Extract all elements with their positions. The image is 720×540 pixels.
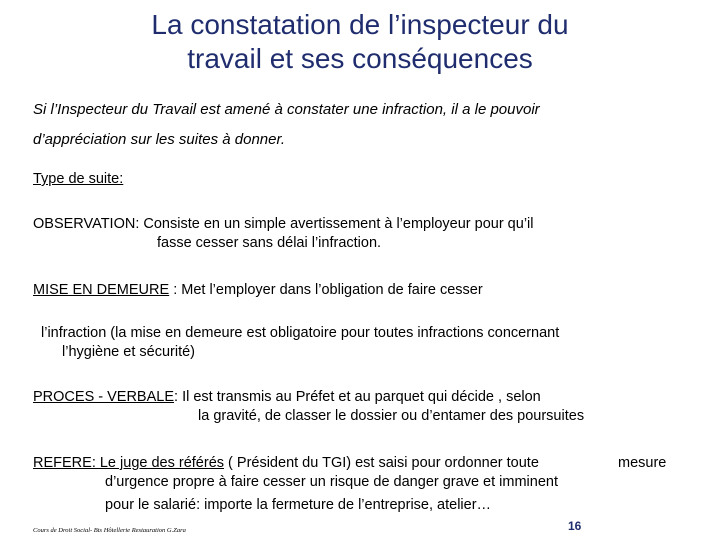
mise-en-demeure-text-1: : Met l’employer dans l’obligation de faire cesser [169,282,483,298]
intro-paragraph [33,95,693,155]
mise-en-demeure-term: MISE EN DEMEURE [33,282,170,298]
observation-line-2: fasse cesser sans délai l’infraction. [157,235,382,251]
proces-verbale-text-1: : Il est transmis au Préfet et au parquet qui décide , selon [174,389,541,405]
title-line-2: travail et ses conséquences [187,43,533,74]
refere-line-1-end: mesure [618,455,667,471]
refere-term: REFERE: Le juge des référés [33,455,225,471]
page-number: 16 [568,519,582,533]
refere-line-2: d’urgence propre à faire cesser un risque de danger grave et imminent [105,474,558,490]
type-heading: Type de suite: [33,171,124,187]
intro-line-1: Si l’Inspecteur du Travail est amené à constater une infraction, il a le pouvoir [33,101,540,118]
title-line-1: La constatation de l’inspecteur du [151,9,569,40]
refere-line-1 [33,454,539,473]
mise-en-demeure-line-2: l’infraction (la mise en demeure est obligatoire pour toutes infractions concernant [41,325,560,341]
refere-text-1: ( Président du TGI) est saisi pour ordonner toute [224,455,539,471]
intro-line-2: d’appréciation sur les suites à donner. [33,131,286,148]
observation-line-1 [33,215,533,234]
refere-line-3: pour le salarié: importe la fermeture de l’entreprise, atelier… [105,497,492,513]
proces-verbale-line-1 [33,388,541,407]
mise-en-demeure-line-3: l’hygiène et sécurité) [62,344,195,360]
observation-text-1: : Consiste en un simple avertissement à l’employeur pour qu’il [135,216,534,232]
mise-en-demeure-line-1 [33,281,483,300]
observation-term: OBSERVATION [33,216,136,232]
proces-verbale-term: PROCES - VERBALE [33,389,175,405]
footer-course-note: Cours de Droit Social- Bts Hôtellerie Restauration G.Zara [33,527,186,534]
slide-title [60,8,660,76]
proces-verbale-line-2: la gravité, de classer le dossier ou d’entamer des poursuites [198,408,585,424]
